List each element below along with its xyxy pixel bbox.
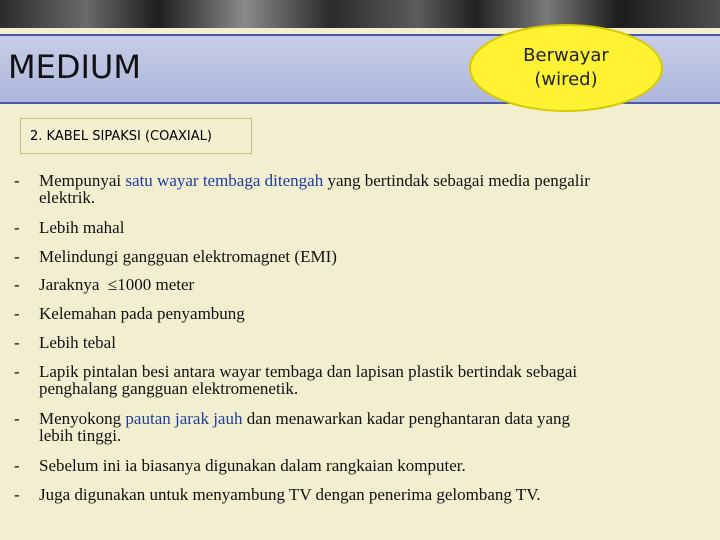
- bullet-dash: -: [14, 304, 20, 323]
- text-segment: dan menawarkan kadar penghantaran data yang: [242, 409, 571, 428]
- list-item-text: Kelemahan pada penyambung: [39, 304, 245, 323]
- list-item-text: [39, 172, 715, 206]
- bullet-dash: -: [14, 409, 20, 428]
- bullet-dash: -: [14, 275, 20, 294]
- text-segment: Menyokong: [39, 409, 126, 428]
- bullet-dash: -: [14, 456, 20, 475]
- text-segment: yang bertindak sebagai media pengalir: [323, 171, 590, 190]
- highlight-text: satu wayar tembaga ditengah: [125, 171, 324, 190]
- bullet-dash: -: [14, 218, 20, 237]
- bullet-dash: -: [14, 333, 20, 352]
- bullet-dash: -: [14, 171, 20, 190]
- bullet-dash: -: [14, 247, 20, 266]
- list-item-text: Sebelum ini ia biasanya digunakan dalam rangkaian komputer.: [39, 456, 466, 475]
- bullet-dash: -: [14, 485, 20, 504]
- badge-line-1: Berwayar: [523, 45, 609, 66]
- text-segment: penghalang gangguan elektromenetik.: [39, 379, 299, 398]
- text-segment: Lapik pintalan besi antara wayar tembaga dan lapisan plastik bertindak sebagai: [39, 362, 578, 381]
- list-item-text: [39, 363, 715, 397]
- text-segment: lebih tinggi.: [39, 426, 122, 445]
- list-item-text: Melindungi gangguan elektromagnet (EMI): [39, 247, 337, 266]
- list-item-text: Lebih mahal: [39, 218, 125, 237]
- highlight-text: pautan jarak jauh: [125, 409, 243, 428]
- section-heading: 2. KABEL SIPAKSI (COAXIAL): [20, 118, 252, 154]
- list-item-text: Jaraknya ≤1000 meter: [39, 275, 195, 294]
- badge-line-2: (wired): [534, 69, 598, 90]
- list-item-text: Lebih tebal: [39, 333, 116, 352]
- page-title: MEDIUM: [8, 48, 141, 86]
- list-item-text: [39, 410, 715, 444]
- text-segment: elektrik.: [39, 188, 96, 207]
- text-segment: Mempunyai: [39, 171, 126, 190]
- bullet-dash: -: [14, 362, 20, 381]
- list-item-text: Juga digunakan untuk menyambung TV dengan penerima gelombang TV.: [39, 485, 541, 504]
